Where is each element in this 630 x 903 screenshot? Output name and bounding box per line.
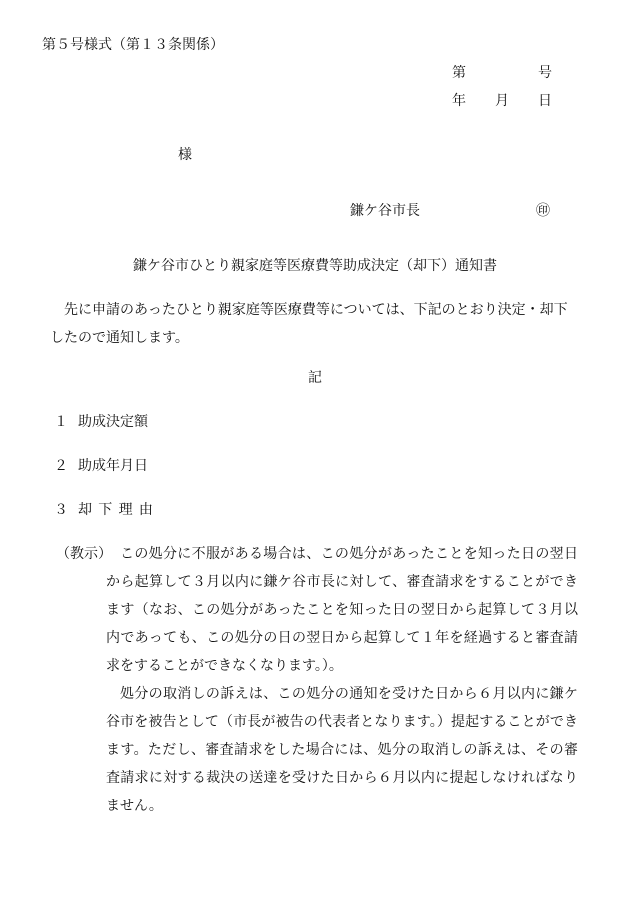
item-number: ３ [54,502,68,518]
instruction-paragraph-lawsuit: 処分の取消しの訴えは、この処分の通知を受けた日から６月以内に鎌ケ谷市を被告として（市長が被告の代表者となります。）提起することができます。ただし、審査請求をした場合には、処分の取消しの訴えは、その審査請求に対する裁決の送達を受けた日から６月以内に提起しなければなりません。 [106,686,578,814]
form-number-label: 第５号様式（第１３条関係） [42,37,224,53]
instruction-label: （教示） [56,546,112,562]
item-grant-amount [54,413,148,431]
instruction-paragraph-appeal: この処分に不服がある場合は、この処分があったことを知った日の翌日から起算して３月以内に鎌ケ谷市長に対して、審査請求をすることができます（なお、この処分があったことを知った日の翌日から起算して３月以内であっても、この処分の日の翌日から起算して１年を経過すると審査請求をすることができなくなります。）。 [106,546,578,674]
document-title: 鎌ケ谷市ひとり親家庭等医療費等助成決定（却下）通知書 [133,258,497,274]
notice-body: 先に申請のあったひとり親家庭等医療費等については、下記のとおり決定・却下したので通知します。 [50,302,568,346]
item-number: １ [54,414,68,430]
item-label: 却下理由 [78,502,160,518]
issuer-name: 鎌ケ谷市長 [350,203,420,219]
date-day: 日 [538,93,552,109]
recipient-honorific: 様 [178,147,192,163]
number-prefix: 第 [452,65,466,81]
item-rejection-reason [54,501,159,519]
date-month: 月 [495,93,509,109]
date-year: 年 [452,93,466,109]
item-grant-date [54,457,148,475]
item-number: ２ [54,458,68,474]
ki-heading: 記 [308,370,322,386]
seal-mark: ㊞ [536,203,550,219]
number-suffix: 号 [538,65,552,81]
item-label: 助成年月日 [78,458,148,474]
item-label: 助成決定額 [78,414,148,430]
